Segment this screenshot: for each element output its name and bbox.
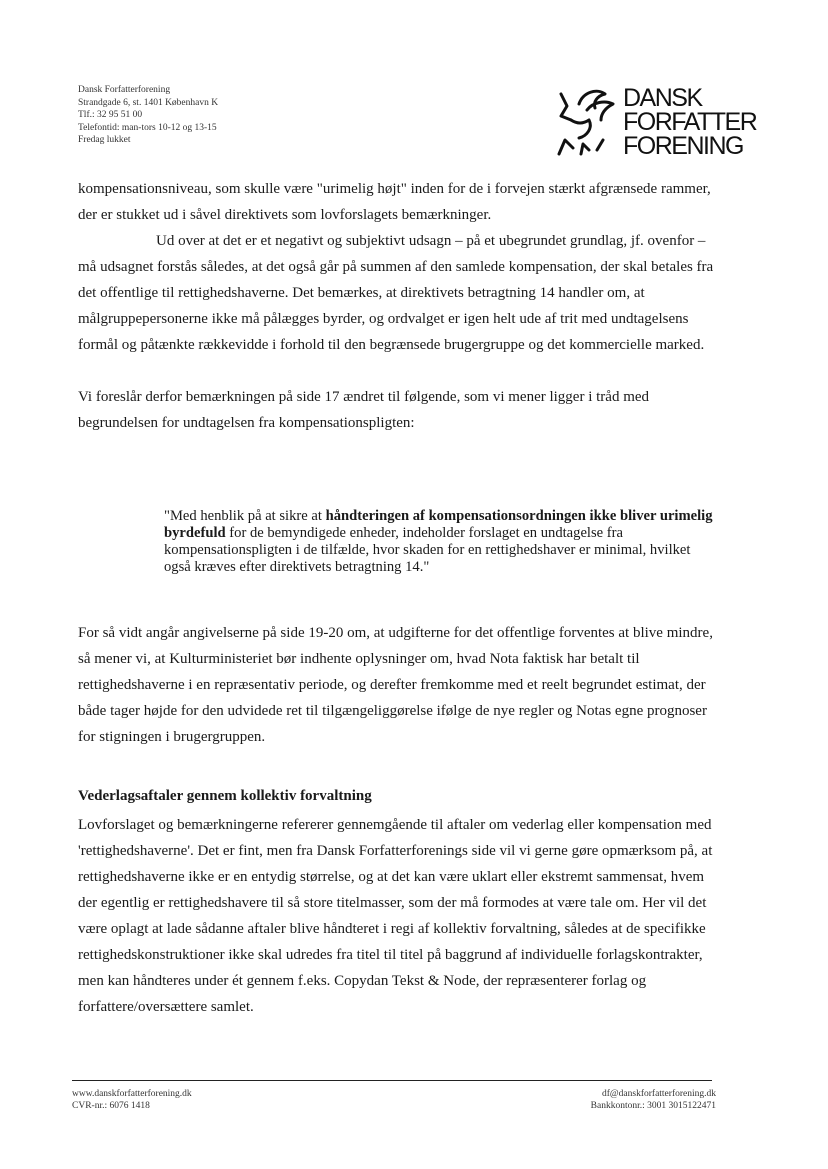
letterhead-line: Strandgade 6, st. 1401 København K bbox=[78, 97, 219, 108]
paragraph-4: For så vidt angår angivelserne på side 19-20 om, at udgifterne for det offentlige forventes at blive mindre, så mener vi, at Kulturministeriet bør indhente oplysninger om, hvad Nota faktisk har betalt til rettighedshaverne i en repræsentativ periode, og derefter fremkomme med et reelt begrundet estimat, der både tager højde for den udvidede ret til tilgængeliggørelse ifølge de nye regler og Notas egne prognoser for stigningen i brugergruppen. bbox=[78, 625, 713, 745]
footer-website: www.danskforfatterforening.dk bbox=[72, 1089, 192, 1099]
logo-line: FORENING bbox=[623, 132, 743, 160]
document-body bbox=[78, 176, 718, 436]
pegasus-logo-icon bbox=[553, 84, 621, 162]
logo-line: DANSK bbox=[623, 84, 702, 112]
paragraph-5: Lovforslaget og bemærkningerne refererer gennemgående til aftaler om vederlag eller kompensation med 'rettighedshaverne'. Det er fint, men fra Dansk Forfatterforenings side vil vi gerne gøre opmærksom på, at rettighedshaverne ikke er en entydig størrelse, og at det kan være uklart eller ekstremt sammensat, hvem der egentlig er rettighedshavere til så store titelmasser, som der må formodes at være tale om. Her vil det være oplagt at lade sådanne aftaler blive håndteret i regi af kollektiv forvaltning, således at de specifikke rettighedskonstruktioner ikke skal udredes fra titel til titel på baggrund af individuelle forlagskontrakter, men kan håndteres under ét gennem f.eks. Copydan Tekst & Node, der repræsenterer forlag og forfattere/oversættere samlet. bbox=[78, 817, 713, 1015]
quote-start: "Med henblik på at sikre at bbox=[164, 508, 326, 524]
organization-logo bbox=[553, 84, 757, 162]
paragraph-2: Ud over at det er et negativt og subjektivt udsagn – på et ubegrundet grundlag, jf. ovenfor – må udsagnet forstås således, at det også går på summen af den samlede kompensation, der skal betales fra det offentlige til rettighedshaverne. Det bemærkes, at direktivets betragtning 14 handler om, at målgruppepersonerne ikke må pålægges byrder, og ordvalget er igen helt ude af trit med undtagelsens formål og påtænkte rækkevidde i forhold til den begrænsede brugergruppe og det kommercielle marked. bbox=[78, 233, 714, 353]
quote-bold: håndteringen af kompensationsordningen ikke bliver urimelig byrdefuld bbox=[164, 508, 713, 541]
paragraph-3: Vi foreslår derfor bemærkningen på side 17 ændret til følgende, som vi mener ligger i tråd med begrundelsen for undtagelsen fra kompensationspligten: bbox=[78, 389, 650, 431]
footer-divider bbox=[72, 1080, 712, 1081]
letterhead-line: Dansk Forfatterforening bbox=[78, 85, 171, 95]
quote-end: for de bemyndigede enheder, indeholder forslaget en undtagelse fra kompensationspligten i de tilfælde, hvor skaden for en rettighedshaver er minimal, hvilket også kræves efter direktivets betragtning 14." bbox=[164, 525, 691, 575]
footer-right bbox=[591, 1088, 716, 1112]
footer-cvr: CVR-nr.: 6076 1418 bbox=[72, 1101, 150, 1111]
letterhead-line: Telefontid: man-tors 10-12 og 13-15 bbox=[78, 122, 217, 133]
logo-line: FORFATTER bbox=[623, 108, 757, 136]
footer-email: df@danskforfatterforening.dk bbox=[602, 1089, 716, 1099]
section-heading: Vederlagsaftaler gennem kollektiv forvaltning bbox=[78, 788, 372, 804]
logo-wordmark bbox=[623, 86, 756, 158]
proposed-text-quote bbox=[164, 508, 719, 576]
footer-left bbox=[72, 1088, 192, 1112]
paragraph-1: kompensationsniveau, som skulle være "urimelig højt" inden for de i forvejen stærkt afgrænsede rammer, der er stukket ud i såvel direktivets som lovforslagets bemærkninger. bbox=[78, 181, 711, 223]
letterhead-address bbox=[78, 84, 218, 147]
letterhead-line: Fredag lukket bbox=[78, 135, 131, 145]
letterhead-line: Tlf.: 32 95 51 00 bbox=[78, 110, 143, 120]
footer-bank: Bankkontonr.: 3001 3015122471 bbox=[590, 1101, 716, 1111]
